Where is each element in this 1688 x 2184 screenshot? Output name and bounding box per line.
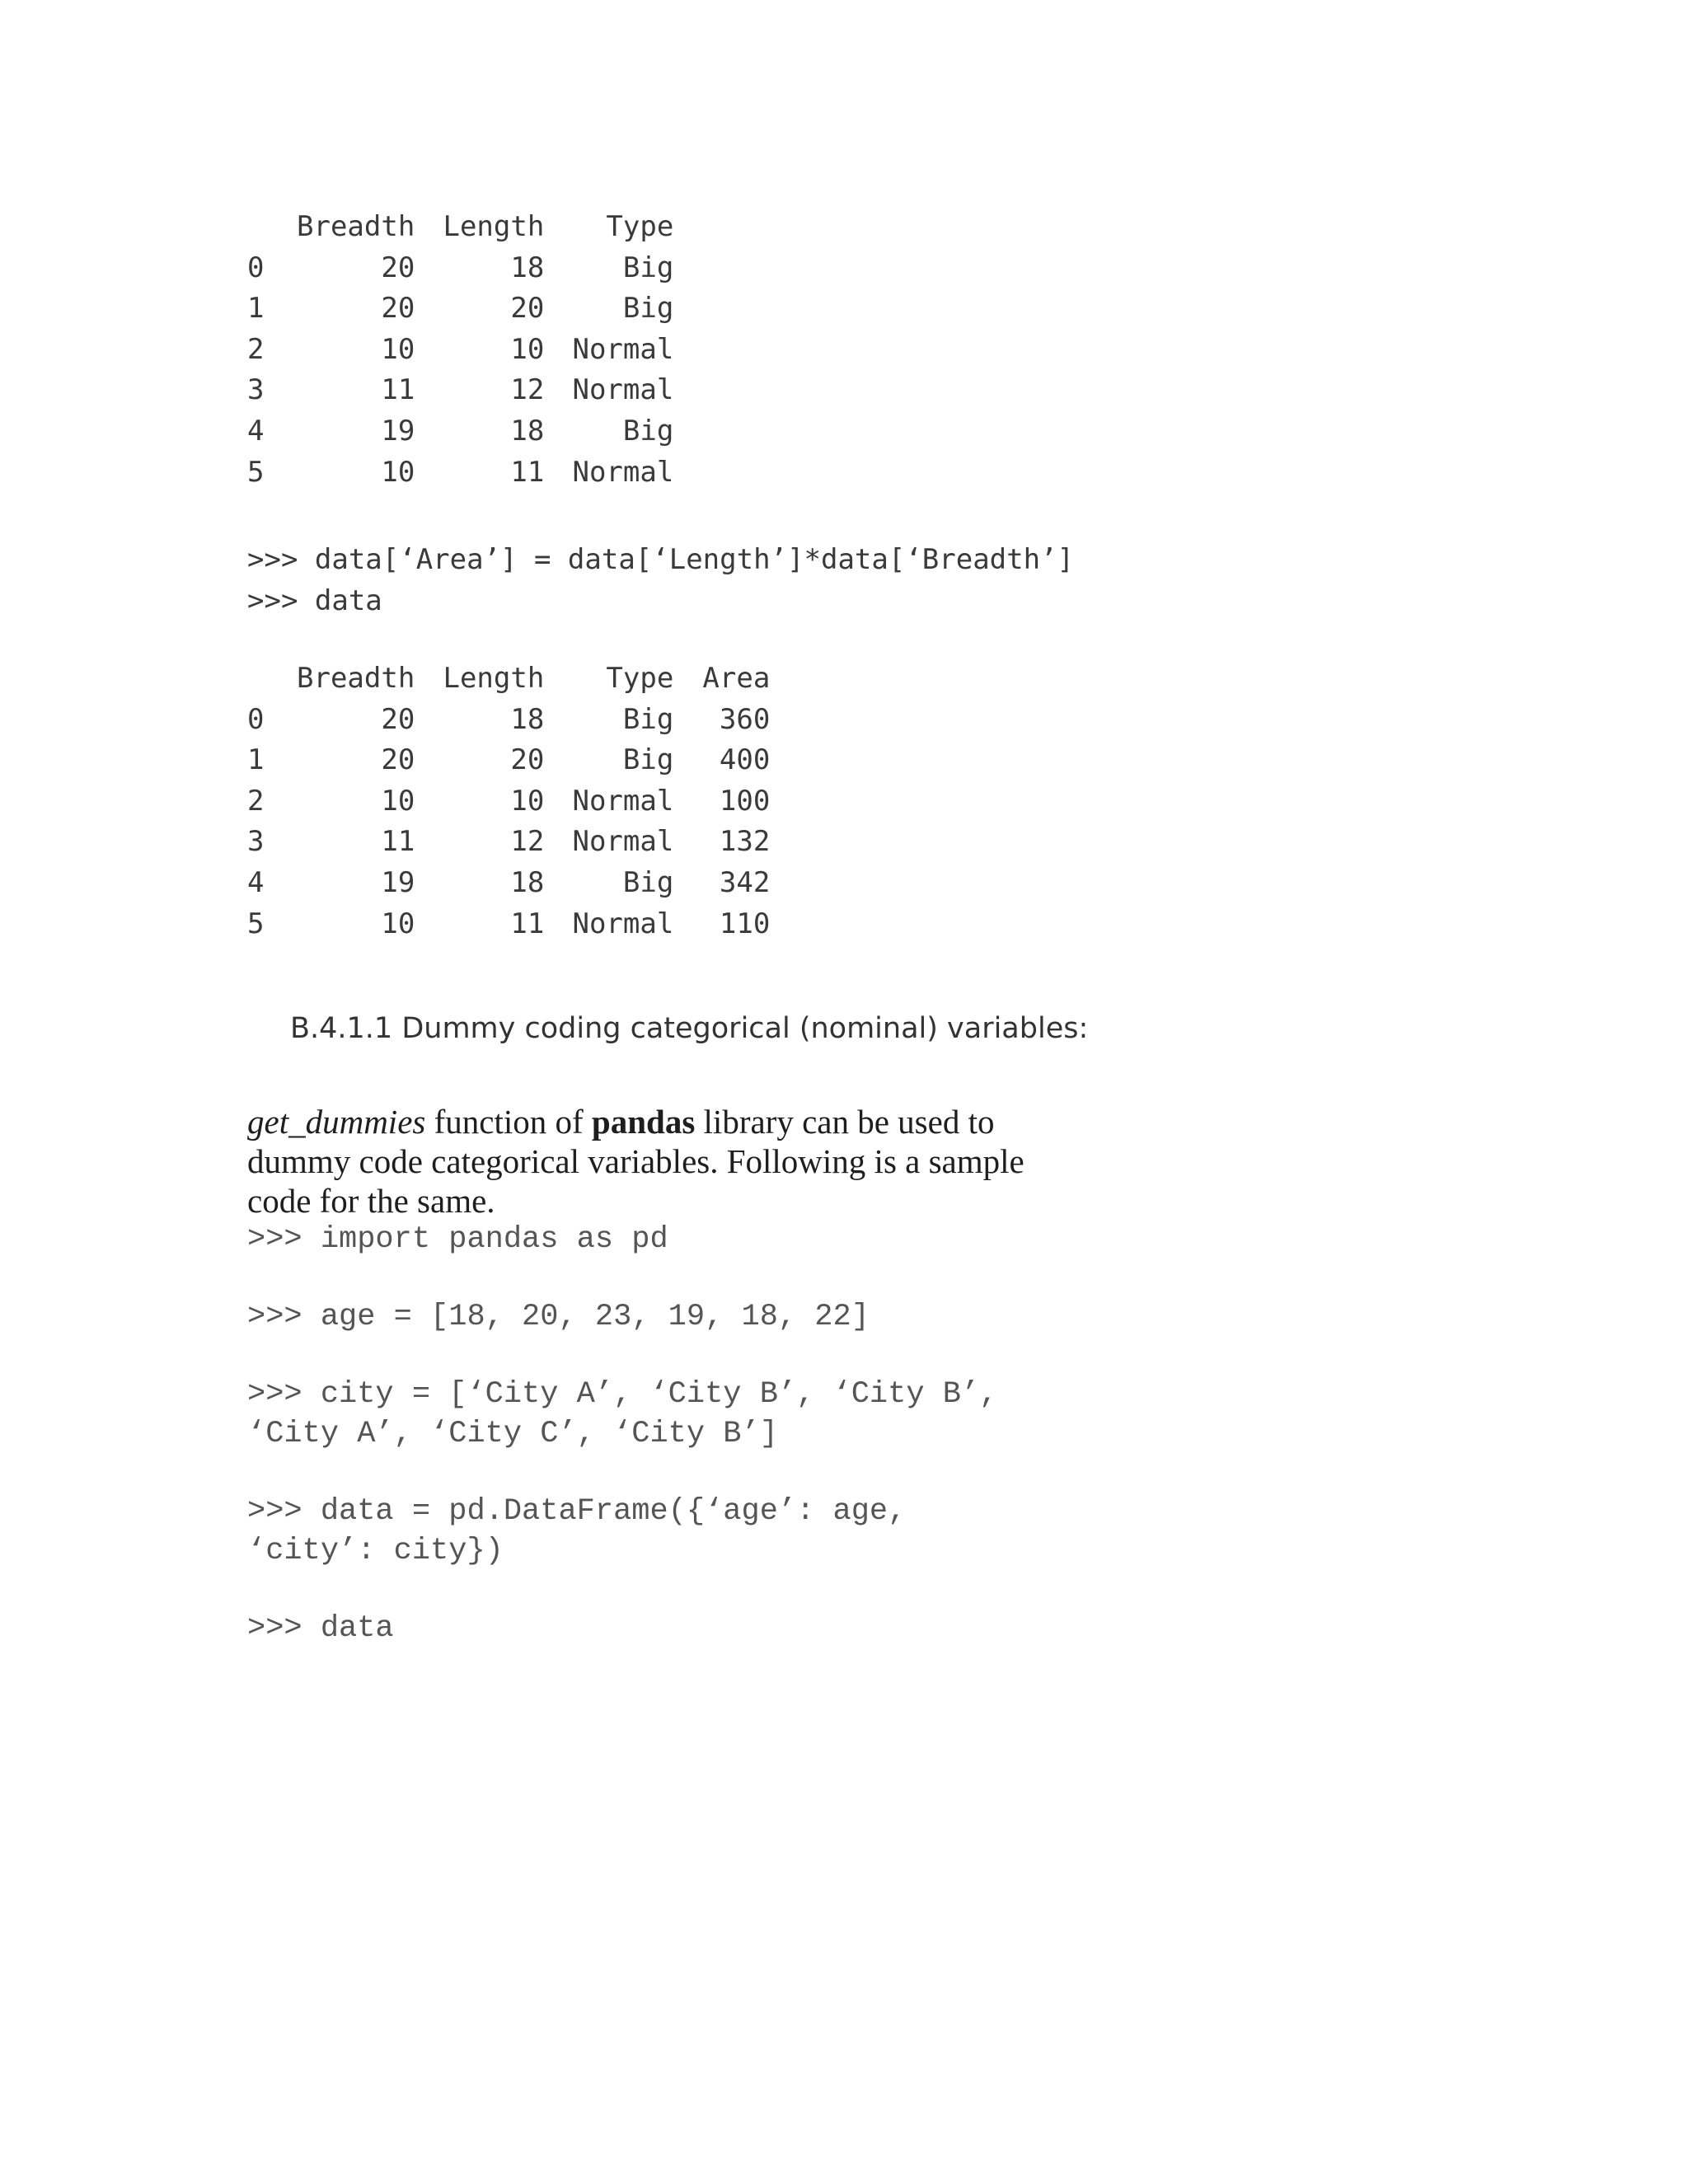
type-cell: Big [622, 292, 674, 326]
code-line-data-final: >>> data [247, 1611, 394, 1646]
breadth-cell: 20 [381, 702, 415, 736]
row-index: 1 [247, 292, 265, 326]
row-index: 3 [247, 373, 265, 407]
length-cell: 18 [510, 865, 545, 899]
breadth-cell: 20 [381, 292, 415, 326]
table-header-row [247, 658, 770, 700]
length-cell: 12 [510, 825, 545, 859]
table-row [247, 411, 673, 452]
code-line-city-2: ‘City A’, ‘City C’, ‘City B’] [247, 1417, 778, 1451]
library-name: pandas [591, 1103, 696, 1141]
function-name: get_dummies [247, 1103, 426, 1141]
table-row [247, 370, 673, 411]
type-cell: Big [622, 414, 674, 448]
code-line-import: >>> import pandas as pd [247, 1222, 668, 1257]
code-line-age: >>> age = [18, 20, 23, 19, 18, 22] [247, 1300, 870, 1334]
code-line-city-1: >>> city = [‘City A’, ‘City B’, ‘City B’, [247, 1377, 998, 1412]
length-cell: 11 [510, 907, 545, 940]
type-cell: Normal [572, 332, 674, 366]
length-cell: 10 [510, 332, 545, 366]
table-row [247, 700, 770, 741]
column-header-area: Area [702, 662, 771, 695]
area-cell: 100 [719, 784, 771, 818]
code-block-city [247, 1375, 997, 1454]
body-paragraph [247, 1102, 1039, 1221]
breadth-cell: 20 [381, 251, 415, 284]
section-heading: B.4.1.1 Dummy coding categorical (nominal) variables: [290, 1012, 1089, 1045]
breadth-cell: 10 [381, 784, 415, 818]
area-cell: 342 [719, 865, 771, 899]
row-index: 2 [247, 332, 265, 366]
length-cell: 11 [510, 455, 545, 489]
code-block-dataframe [247, 1492, 906, 1571]
paragraph-text-a: function of [425, 1103, 592, 1141]
length-cell: 10 [510, 784, 545, 818]
row-index: 4 [247, 414, 265, 448]
table-row [247, 248, 673, 289]
type-cell: Normal [572, 907, 674, 940]
type-cell: Normal [572, 825, 674, 859]
code-line-dataframe-2: ‘city’: city}) [247, 1534, 504, 1568]
table-row [247, 822, 770, 863]
column-header-breadth: Breadth [297, 662, 415, 695]
length-cell: 18 [510, 414, 545, 448]
column-header-type: Type [606, 210, 674, 243]
row-index: 4 [247, 865, 265, 899]
row-index: 3 [247, 825, 265, 859]
breadth-cell: 10 [381, 332, 415, 366]
breadth-cell: 11 [381, 373, 415, 407]
table-row [247, 781, 770, 823]
type-cell: Normal [572, 784, 674, 818]
table-row [247, 904, 770, 945]
breadth-cell: 19 [381, 414, 415, 448]
column-header-length: Length [443, 662, 545, 695]
dataframe-output-table-1 [247, 207, 673, 493]
row-index: 0 [247, 251, 265, 284]
paragraph-text-b: library can be used to dummy code categorical variables. Following is a sample code for the same. [247, 1103, 1025, 1220]
column-header-type: Type [606, 662, 674, 695]
column-header-breadth: Breadth [297, 210, 415, 243]
breadth-cell: 11 [381, 825, 415, 859]
table-row [247, 288, 673, 330]
index-header [247, 658, 297, 700]
type-cell: Big [622, 865, 674, 899]
code-line-data: >>> data [247, 584, 382, 617]
area-cell: 400 [719, 743, 771, 777]
type-cell: Big [622, 702, 674, 736]
column-header-length: Length [443, 210, 545, 243]
type-cell: Big [622, 251, 674, 284]
breadth-cell: 19 [381, 865, 415, 899]
table-row [247, 330, 673, 371]
area-cell: 110 [719, 907, 771, 940]
area-cell: 132 [719, 825, 771, 859]
index-header [247, 207, 297, 248]
code-line-area-assignment: >>> data[‘Area’] = data[‘Length’]*data[‘Breadth’] [247, 543, 1075, 576]
row-index: 0 [247, 702, 265, 736]
type-cell: Normal [572, 455, 674, 489]
type-cell: Normal [572, 373, 674, 407]
table-row [247, 452, 673, 494]
row-index: 1 [247, 743, 265, 777]
length-cell: 12 [510, 373, 545, 407]
table-row [247, 863, 770, 904]
length-cell: 20 [510, 292, 545, 326]
area-cell: 360 [719, 702, 771, 736]
length-cell: 18 [510, 251, 545, 284]
code-line-dataframe-1: >>> data = pd.DataFrame({‘age’: age, [247, 1494, 907, 1529]
table-header-row [247, 207, 673, 248]
type-cell: Big [622, 743, 674, 777]
length-cell: 18 [510, 702, 545, 736]
breadth-cell: 20 [381, 743, 415, 777]
dataframe-output-table-2 [247, 658, 770, 944]
breadth-cell: 10 [381, 907, 415, 940]
breadth-cell: 10 [381, 455, 415, 489]
table-row [247, 740, 770, 781]
length-cell: 20 [510, 743, 545, 777]
row-index: 2 [247, 784, 265, 818]
row-index: 5 [247, 455, 265, 489]
row-index: 5 [247, 907, 265, 940]
